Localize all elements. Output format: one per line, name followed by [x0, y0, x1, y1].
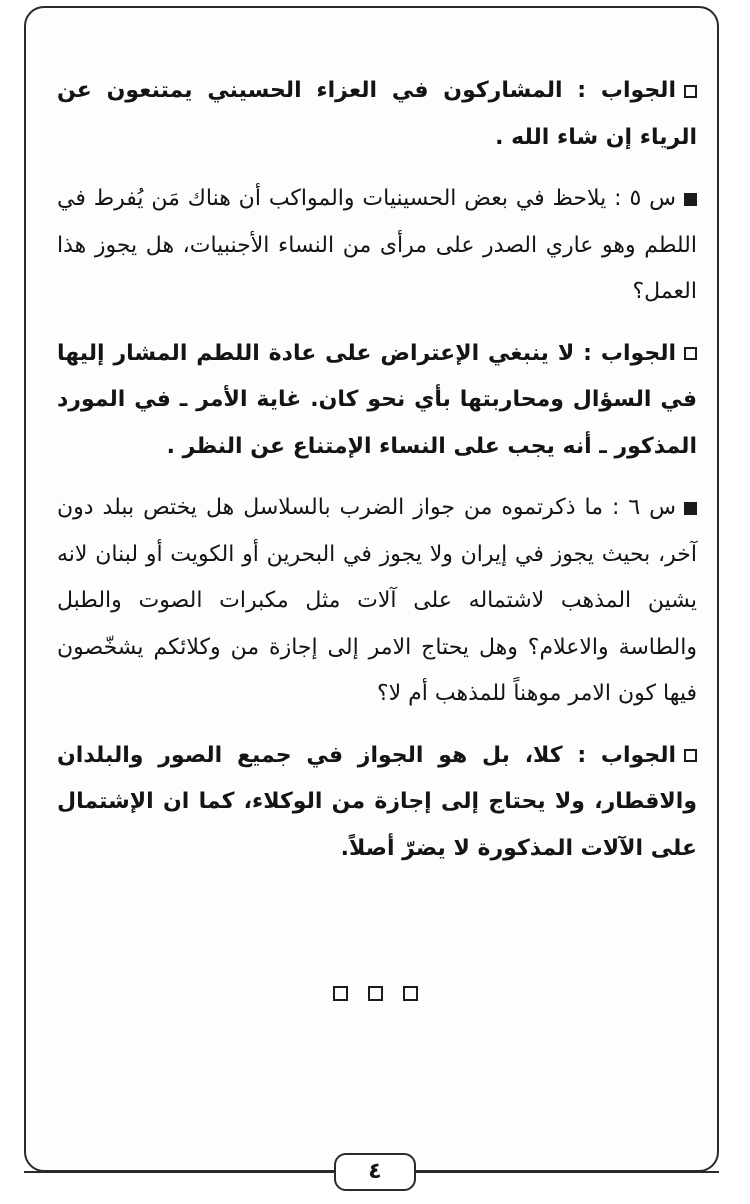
open-square-icon	[333, 986, 348, 1001]
answer-text: الجواب : المشاركون في العزاء الحسيني يمتنعون عن الرياء إن شاء الله .	[57, 78, 697, 150]
open-square-icon	[684, 85, 697, 98]
filled-square-icon	[684, 502, 697, 515]
question-paragraph	[57, 176, 697, 316]
question-paragraph	[57, 485, 697, 718]
answer-paragraph	[57, 733, 697, 873]
open-square-icon	[684, 749, 697, 762]
section-end-ornament	[0, 986, 750, 1005]
open-square-icon	[368, 986, 383, 1001]
answer-text: الجواب : لا ينبغي الإعتراض على عادة اللطم المشار إليها في السؤال ومحاربتها بأي نحو كان. غاية الأمر ـ في المورد المذكور ـ أنه يجب على النساء الإمتناع عن النظر .	[57, 340, 697, 459]
page-body	[57, 68, 697, 887]
filled-square-icon	[684, 193, 697, 206]
answer-text: الجواب : كلا، بل هو الجواز في جميع الصور والبلدان والاقطار، ولا يحتاج إلى إجازة من الوكلاء، كما ان الإشتمال على الآلات المذكورة لا يضرّ أصلاً.	[57, 742, 697, 861]
open-square-icon	[403, 986, 418, 1001]
question-text: س ٦ : ما ذكرتموه من جواز الضرب بالسلاسل هل يختص ببلد دون آخر، بحيث يجوز في إيران ولا يجوز في البحرين أو الكويت أو لبنان لانه يشين المذهب لاشتماله على آلات مثل مكبرات الصوت والطبل والطاسة والاعلام؟ وهل يحتاج الامر إلى إجازة من وكلائكم يشخّصون فيها كون الامر موهناً للمذهب أم لا؟	[57, 495, 697, 706]
answer-paragraph	[57, 331, 697, 471]
page-number: ٤	[334, 1153, 416, 1191]
question-text: س ٥ : يلاحظ في بعض الحسينيات والمواكب أن هناك مَن يُفرط في اللطم وهو عاري الصدر على مرأى من النساء الأجنبيات، هل يجوز هذا العمل؟	[57, 186, 697, 304]
answer-paragraph	[57, 68, 697, 161]
open-square-icon	[684, 347, 697, 360]
